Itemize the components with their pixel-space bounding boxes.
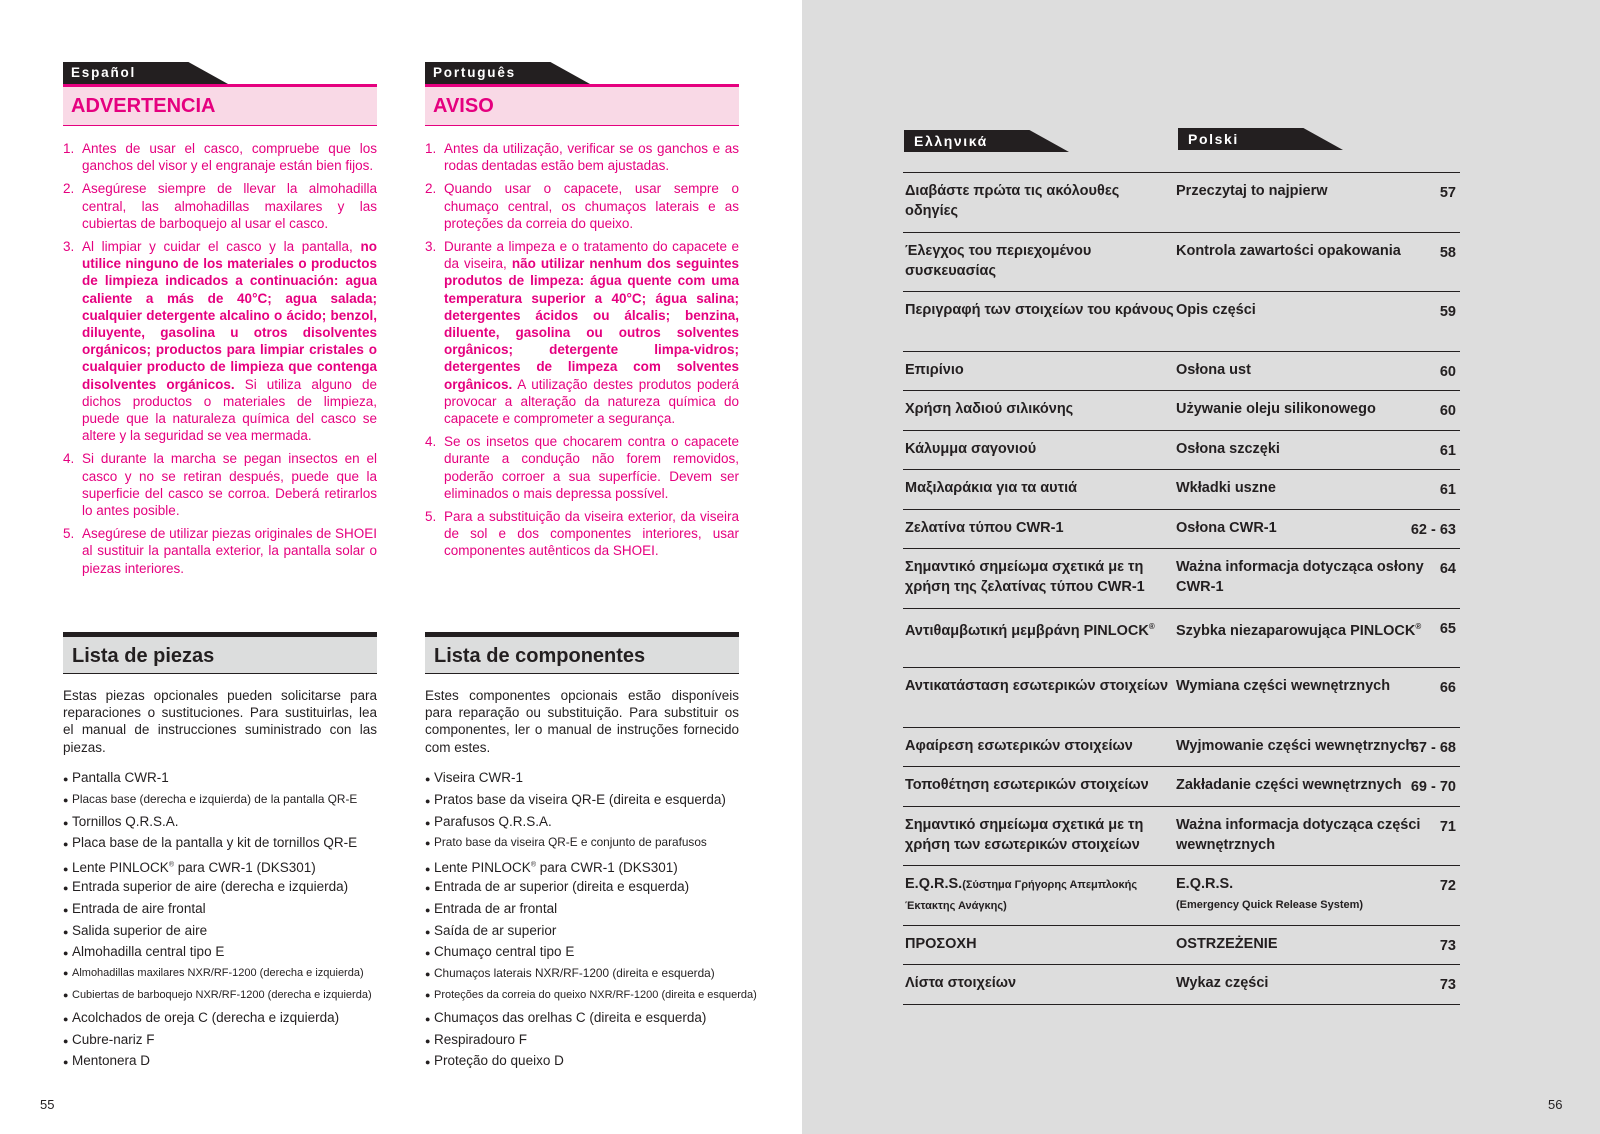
list-item (63, 811, 403, 833)
toc-entry-polish: Wyjmowanie części wewnętrznych (1176, 737, 1415, 754)
toc-row (903, 352, 1460, 392)
warning-item (425, 140, 739, 174)
list-item-text: Pratos base da viseira QR-E (direita e esquerda) (434, 791, 726, 807)
toc-entry-polish: Osłona szczęki (1176, 440, 1280, 457)
toc-page-number: 65 (1439, 620, 1456, 637)
toc-page-number: 67 - 68 (1410, 739, 1456, 756)
list-item (63, 985, 403, 1007)
list-item (63, 941, 403, 963)
parts-list (63, 767, 403, 1072)
bullet-icon: ● (425, 817, 431, 828)
warning-number: 4. (425, 434, 437, 450)
parts-list-heading (63, 632, 377, 674)
language-tab-portuguese (425, 62, 590, 84)
toc-entry-polish: Wykaz części (1176, 975, 1269, 991)
toc-entry-greek: Σημαντικό σημείωμα σχετικά με τη χρήση της ζελατίνας τύπου CWR-1 (905, 559, 1145, 595)
list-item-text: Entrada de ar frontal (434, 900, 558, 916)
list-item-text: Placas base (derecha e izquierda) de la pantalla QR-E (72, 791, 358, 806)
bullet-icon: ● (425, 1013, 431, 1024)
list-item (63, 876, 403, 898)
bullet-icon: ● (425, 904, 431, 915)
warning-number: 3. (425, 239, 437, 255)
list-item (425, 789, 765, 811)
list-item-text: Almohadilla central tipo E (72, 944, 225, 960)
list-item-text: Chumaços das orelhas C (direita e esquerda) (434, 1009, 707, 1025)
warning-number: 5. (425, 509, 437, 525)
toc-page-number: 60 (1439, 403, 1456, 419)
warning-item (425, 508, 739, 560)
warning-item (425, 238, 739, 427)
list-item (425, 1029, 765, 1051)
bullet-icon: ● (63, 817, 69, 828)
bullet-icon: ● (63, 794, 69, 805)
toc-entry-greek: Επιρίνιο (905, 361, 964, 378)
list-item-text: Mentonera D (72, 1053, 151, 1069)
toc-page-number: 61 (1439, 442, 1456, 459)
toc-entry-subtitle: (Emergency Quick Release System) (1176, 899, 1364, 911)
list-item (63, 898, 403, 920)
warning-item (63, 140, 377, 174)
list-item-text: Entrada de ar superior (direita e esquerda) (434, 878, 690, 894)
bullet-icon: ● (63, 863, 69, 874)
parts-list-title: Lista de piezas (72, 645, 215, 667)
toc-entry-greek: Μαξιλαράκια για τα αυτιά (905, 480, 1078, 496)
language-tab-polish (1178, 128, 1343, 150)
parts-list-intro: Estas piezas opcionales pueden solicitarse para reparaciones o sustituciones. Para sustituirlas, lea el manual de instrucciones suministrado con las piezas. (63, 688, 377, 755)
toc-row (903, 609, 1460, 669)
warning-text: Quando usar o capacete, usar sempre o chumaço central, os chumaços laterais e as proteções da correia do queixo. (444, 181, 739, 231)
toc-page-number: 61 (1439, 482, 1456, 498)
bullet-icon: ● (63, 1057, 69, 1068)
toc-entry-polish: Wymiana części wewnętrznych (1176, 678, 1391, 694)
list-item (425, 854, 765, 876)
bullet-icon: ● (425, 795, 431, 806)
bullet-icon: ● (425, 838, 431, 849)
list-item-text: Proteção do queixo D (434, 1053, 564, 1069)
list-item-text: Pantalla CWR-1 (72, 770, 169, 785)
warning-number: 1. (425, 141, 437, 156)
toc-entry-greek: Αντικατάσταση εσωτερικών στοιχείων (905, 678, 1169, 694)
list-item (425, 876, 765, 898)
warning-number: 2. (425, 181, 437, 197)
toc-entry-polish: Opis części (1176, 302, 1256, 318)
warning-text: Antes de usar el casco, compruebe que los ganchos del visor y el engranaje están bien fijos. (82, 141, 377, 174)
toc-page-number: 72 (1439, 878, 1456, 894)
page-number-left: 55 (40, 1097, 55, 1112)
toc-page-number: 60 (1439, 363, 1456, 380)
warning-item (425, 180, 739, 232)
list-item-text: Prato base da viseira QR-E e conjunto de parafusos (434, 835, 707, 850)
toc-entry-greek: Περιγραφή των στοιχείων του κράνους (905, 302, 1174, 318)
toc-page-number: 59 (1439, 304, 1456, 320)
list-item-text: Placa base de la pantalla y kit de tornillos QR-E (72, 835, 358, 851)
warning-number: 4. (63, 451, 75, 467)
bullet-icon: ● (425, 989, 431, 1000)
bullet-icon: ● (63, 774, 69, 784)
warning-list (63, 140, 377, 577)
toc-entry-greek: Χρήση λαδιού σιλικόνης (905, 401, 1074, 417)
bullet-icon: ● (63, 1013, 69, 1024)
toc-row (903, 470, 1460, 510)
toc-row (903, 866, 1460, 926)
toc-entry-polish: Kontrola zawartości opakowania (1176, 242, 1401, 259)
toc-row (903, 728, 1460, 768)
list-item-text: Saída de ar superior (434, 922, 557, 938)
warning-item (63, 525, 377, 577)
language-tab-greek (904, 130, 1069, 152)
list-item-text: Chumaços laterais NXR/RF-1200 (direita e esquerda) (434, 966, 715, 981)
list-item-text: Lente PINLOCK® para CWR-1 (DKS301) (434, 859, 678, 875)
warning-text: Asegúrese siempre de llevar la almohadilla central, las almohadillas maxilares y las cubiertas de barboquejo al usar el casco. (82, 181, 377, 231)
toc-entry-greek: Διαβάστε πρώτα τις ακόλουθες οδηγίες (905, 183, 1120, 219)
toc-page-number: 73 (1439, 977, 1456, 993)
toc-entry-polish: Przeczytaj to najpierw (1176, 183, 1328, 199)
list-item-text: Almohadillas maxilares NXR/RF-1200 (derecha e izquierda) (72, 967, 364, 980)
bullet-icon: ● (63, 926, 69, 937)
language-tab-spanish (63, 62, 228, 84)
toc-entry-greek: E.Q.R.S.(Σύστημα Γρήγορης Απεμπλοκής Έκτακτης Ανάγκης) (905, 876, 1138, 912)
list-item (63, 854, 403, 876)
toc-row (903, 431, 1460, 471)
warning-number: 3. (63, 239, 75, 255)
warning-title: ADVERTENCIA (71, 95, 216, 117)
warning-emphasis: no utilice ninguno de los materiales o productos de limpieza indicados a continuación: agua caliente a más de 40°C; agua salada; cualquier detergente alcalino o ácido; benzol, diluyente, gasolina u otros disolventes orgánicos; productos para limpiar cristales o cualquier producto de limpieza que contenga disolventes orgánicos. (82, 239, 377, 392)
bullet-icon: ● (425, 948, 431, 959)
warning-title: AVISO (433, 95, 494, 117)
warning-heading (425, 84, 739, 126)
warning-heading (63, 84, 377, 126)
list-item (63, 832, 403, 854)
bullet-icon: ● (425, 969, 431, 980)
toc-page-number: 58 (1439, 244, 1456, 261)
bullet-icon: ● (425, 1035, 431, 1046)
toc-page-number: 71 (1439, 818, 1456, 835)
toc-page-number: 73 (1439, 937, 1456, 954)
list-item-text: Entrada superior de aire (derecha e izquierda) (72, 878, 349, 894)
warning-text: Durante a limpeza e o tratamento do capacete e da viseira, não utilizar nenhum dos seguintes produtos de limpeza: água quente com uma temperatura superior a 40°C; água salina; detergentes ácidos ou álcalis; benzina, diluente, gasolina ou outros solventes orgânicos; detergente limpa-vidros; detergentes de limpeza com solventes orgânicos. A utilização destes produtos poderá provocar a alteração da natureza química do capacete e comprometer a segurança. (444, 239, 739, 427)
warning-text: Al limpiar y cuidar el casco y la pantalla, no utilice ninguno de los materiales o productos de limpieza indicados a continuación: agua caliente a más de 40°C; agua salada; cualquier detergente alcalino o ácido; benzol, diluyente, gasolina u otros disolventes orgánicos; productos para limpiar cristales o cualquier producto de limpieza que contenga disolventes orgánicos. Si utiliza alguno de dichos productos o materiales de limpieza, puede que la naturaleza química del casco se altere y la seguridad se vea mermada. (82, 239, 378, 444)
list-item (63, 920, 403, 942)
warning-item (425, 433, 739, 502)
list-item (425, 898, 765, 920)
parts-list (425, 767, 765, 1072)
toc-page-number: 57 (1439, 185, 1456, 201)
bullet-icon: ● (63, 839, 69, 850)
bullet-icon: ● (63, 968, 69, 979)
list-item-text: Cubre-nariz F (72, 1031, 155, 1047)
bullet-icon: ● (425, 926, 431, 937)
toc-entry-polish: Używanie oleju silikonowego (1176, 401, 1376, 417)
bullet-icon: ● (63, 948, 69, 959)
toc-entry-polish: Szybka niezaparowująca PINLOCK® (1176, 621, 1422, 639)
list-item (63, 789, 403, 811)
list-item (425, 941, 765, 963)
warning-text: Antes da utilização, verificar se os ganchos e as rodas dentadas estão bem ajustadas. (444, 141, 739, 174)
parts-list-intro: Estes componentes opcionais estão disponíveis para reparação ou substituição. Para substituir os componentes, ler o manual de instruções fornecido com estes. (425, 688, 739, 755)
bullet-icon: ● (425, 774, 431, 784)
language-tab-label: Español (71, 65, 137, 80)
list-item-text: Respiradouro F (434, 1031, 528, 1047)
warning-number: 1. (63, 141, 75, 156)
warning-list (425, 140, 739, 560)
list-item (63, 1007, 403, 1029)
list-item (63, 963, 403, 985)
toc-entry-greek: Αφαίρεση εσωτερικών στοιχείων (905, 737, 1133, 754)
toc-row (903, 292, 1460, 352)
warning-text: Para a substituição da viseira exterior, da viseira de sol e dos componentes interiores, usar componentes autênticos da SHOEI. (444, 509, 739, 559)
warning-item (63, 450, 377, 519)
toc-entry-polish: Ważna informacja dotycząca części wewnętrznych (1176, 816, 1421, 853)
warning-text: Si durante la marcha se pegan insectos en el casco y no se retiran después, puede que la superficie del casco se corroa. Deberá retirarlos lo antes posible. (82, 451, 377, 519)
list-item-text: Proteções da correia do queixo NXR/RF-1200 (direita e esquerda) (434, 988, 757, 1001)
toc-entry-polish: Ważna informacja dotycząca osłony CWR-1 (1176, 559, 1424, 595)
warning-item (63, 238, 377, 444)
toc-entry-greek: Έλεγχος του περιεχομένου συσκευασίας (905, 242, 1092, 279)
toc-row (903, 767, 1460, 807)
list-item (425, 767, 765, 789)
toc-entry-greek: Κάλυμμα σαγονιού (905, 440, 1037, 457)
spanish-column (63, 62, 378, 1069)
warning-emphasis: não utilizar nenhum dos seguintes produtos de limpeza: água quente com uma temperatura superior a 40°C; água salina; detergentes ácidos ou álcalis; benzina, diluente, gasolina ou outros solventes orgânicos; detergente limpa-vidros; detergentes de limpeza com solventes orgânicos. (444, 256, 739, 392)
list-item (63, 767, 403, 789)
list-item (425, 1050, 765, 1072)
parts-list-title: Lista de componentes (434, 645, 646, 667)
toc-row (903, 173, 1460, 233)
bullet-icon: ● (63, 904, 69, 915)
toc-language-tabs (802, 130, 1600, 154)
list-item-text: Cubiertas de barboquejo NXR/RF-1200 (derecha e izquierda) (72, 988, 372, 1001)
list-item-text: Salida superior de aire (72, 922, 208, 938)
table-of-contents (903, 172, 1460, 1005)
list-item-text: Tornillos Q.R.S.A. (72, 813, 179, 829)
list-item-text: Acolchados de oreja C (derecha e izquierda) (72, 1009, 340, 1025)
list-item (425, 963, 765, 985)
language-tab-label: Polski (1188, 131, 1239, 147)
toc-page-number: 69 - 70 (1410, 779, 1456, 795)
parts-list-heading (425, 632, 739, 674)
toc-row (903, 391, 1460, 431)
toc-entry-polish: Osłona ust (1176, 361, 1251, 378)
toc-row (903, 807, 1460, 867)
bullet-icon: ● (63, 989, 69, 1000)
toc-row (903, 510, 1460, 550)
list-item-text: Parafusos Q.R.S.A. (434, 813, 552, 829)
toc-entry-greek: Ζελατίνα τύπου CWR-1 (905, 519, 1064, 536)
warning-text: Se os insetos que chocarem contra o capacete durante a condução não forem removidos, poderão corroer a sua superfície. Devem ser eliminados o mais depressa possível. (444, 434, 739, 501)
toc-entry-polish: Wkładki uszne (1176, 480, 1276, 496)
toc-page-number: 62 - 63 (1410, 521, 1456, 538)
toc-row (903, 926, 1460, 966)
list-item (63, 1050, 403, 1072)
portuguese-column (425, 62, 757, 1069)
toc-row (903, 965, 1460, 1005)
list-item (425, 985, 765, 1007)
list-item (425, 811, 765, 833)
list-item (63, 1029, 403, 1051)
bullet-icon: ● (63, 882, 69, 893)
list-item-text: Viseira CWR-1 (434, 770, 524, 785)
warning-number: 2. (63, 181, 75, 197)
toc-entry-subtitle: (Σύστημα Γρήγορης Απεμπλοκής Έκτακτης Ανάγκης) (905, 879, 1138, 912)
toc-entry-polish: E.Q.R.S. (Emergency Quick Release System) (1176, 876, 1364, 911)
language-tab-label: Português (433, 65, 516, 80)
bullet-icon: ● (425, 863, 431, 874)
toc-page-number: 66 (1439, 680, 1456, 696)
list-item-text: Chumaço central tipo E (434, 944, 575, 960)
toc-entry-polish: OSTRZEŻENIE (1176, 935, 1278, 952)
warning-text: Asegúrese de utilizar piezas originales de SHOEI al sustituir la pantalla exterior, la pantalla solar o piezas interiores. (82, 526, 377, 576)
list-item-text: Entrada de aire frontal (72, 900, 206, 916)
list-item (425, 1007, 765, 1029)
toc-page-number: 64 (1439, 561, 1456, 577)
language-tab-label: Ελληνικά (914, 133, 988, 149)
toc-entry-greek: Λίστα στοιχείων (905, 975, 1017, 991)
toc-entry-greek: Τοποθέτηση εσωτερικών στοιχείων (905, 777, 1149, 793)
warning-item (63, 180, 377, 232)
bullet-icon: ● (425, 882, 431, 893)
toc-row (903, 549, 1460, 609)
list-item-text: Lente PINLOCK® para CWR-1 (DKS301) (72, 859, 316, 875)
toc-entry-greek: Σημαντικό σημείωμα σχετικά με τη χρήση των εσωτερικών στοιχείων (905, 816, 1144, 853)
bullet-icon: ● (425, 1057, 431, 1068)
list-item (425, 832, 765, 854)
toc-entry-greek: ΠΡΟΣΟΧΗ (905, 935, 977, 952)
list-item (425, 920, 765, 942)
warning-number: 5. (63, 526, 75, 542)
page-number-right: 56 (1548, 1097, 1563, 1112)
toc-entry-polish: Osłona CWR-1 (1176, 519, 1277, 536)
toc-entry-polish: Zakładanie części wewnętrznych (1176, 777, 1402, 793)
toc-row (903, 668, 1460, 728)
toc-row (903, 233, 1460, 293)
toc-entry-greek: Αντιθαμβωτική μεμβράνη PINLOCK® (905, 621, 1155, 639)
bullet-icon: ● (63, 1035, 69, 1046)
